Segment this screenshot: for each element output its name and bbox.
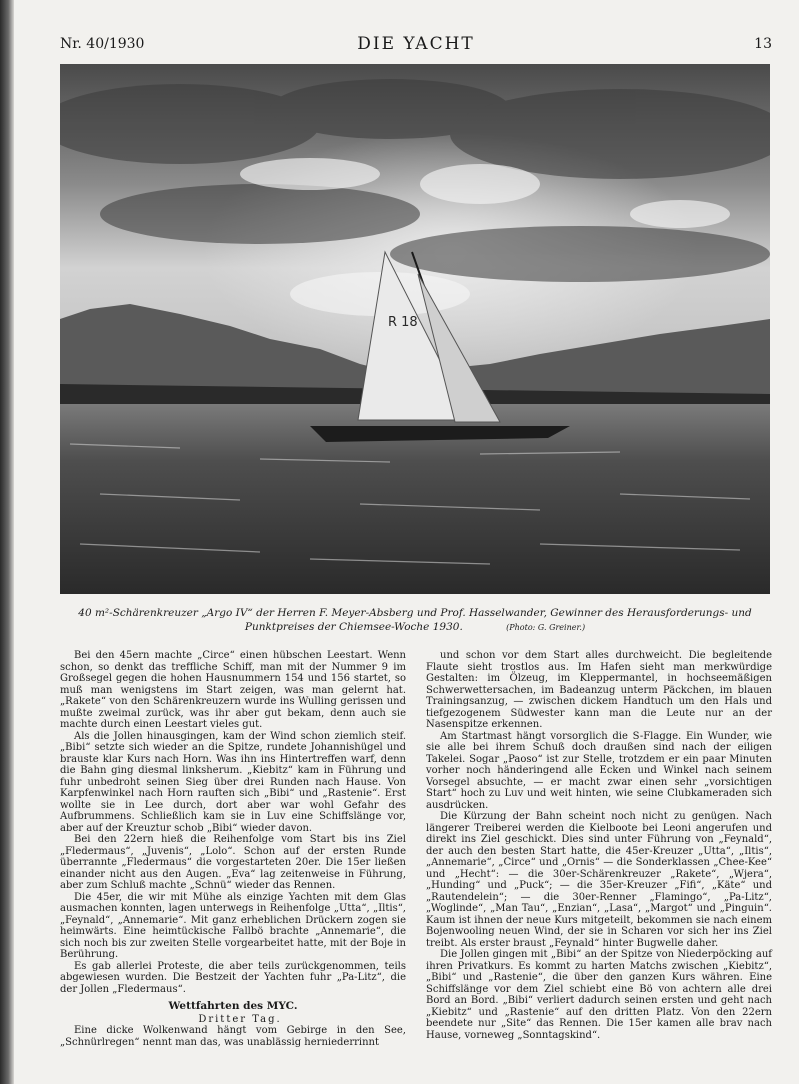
paragraph: Am Startmast hängt vorsorglich die S-Flagge. Ein Wunder, wie sie alle bei ihrem Schuß doch draußen sind nach der eiligen Takelei. Sogar „Paoso“ ist zur Stelle, trotzdem er ein paar Minuten vorher noch händeringend alle Ecken und Winkel nach seinem Vorsegel absuchte, — er macht zwar einen sehr „vorsichtigen Start“ hoch zu Luv und weit hinten, wie seine Clubkameraden sich ausdrücken. <box>426 730 772 811</box>
paragraph: Die Jollen gingen mit „Bibi“ an der Spitze von Niederpöcking auf ihren Privatkurs. Es kommt zu harten Matchs zwischen „Kiebitz“, „Bibi“ und „Rastenie“, die über den ganzen Kurs währen. Eine Schiffslänge vor dem Ziel schiebt eine Bö von achtern alle drei Bord an Bord. „Bibi“ verliert dadurch seinen ersten und geht nach „Kiebitz“ und „Rastenie“ auf den dritten Platz. Von den 22ern beendete nur „Site“ das Rennen. Die 15er kamen alle brav nach Hause, vorneweg „Sonntagskind“. <box>426 949 772 1041</box>
page-number: 13 <box>754 36 772 52</box>
section-heading: Wettfahrten des MYC. <box>168 1000 298 1012</box>
page-header <box>60 34 772 58</box>
right-column <box>426 650 772 1041</box>
paragraph: Die 45er, die wir mit Mühe als einzige Yachten mit dem Glas ausmachen konnten, lagen unterwegs in Reihenfolge „Utta“, „Iltis“, „Feynald“, „Annemarie“. Mit ganz erheblichen Drückern zogen sie heimwärts. Eine heimtückische Fallbö brachte „Annemarie“, die sich noch bis zur zweiten Stelle vorgearbeitet hatte, mit der Boje in Berührung. <box>60 891 406 960</box>
paragraph: Es gab allerlei Proteste, die aber teils zurückgenommen, teils abgewiesen wurden. Die Bestzeit der Yachten fuhr „Pa-Litz“, die der Jollen „Fledermaus“. <box>60 960 406 995</box>
photo-caption <box>60 606 770 635</box>
paragraph: Bei den 45ern machte „Circe“ einen hübschen Leestart. Wenn schon, so denkt das treffliche Schiff, man mit der Nummer 9 im Großsegel gegen die hohen Hausnummern 154 und 156 startet, so muß man wenigstens im Start zeigen, was man gelernt hat. „Rakete“ von den Schärenkreuzern wurde ins Wulling gerissen und mußte zweimal zurück, was ihr aber gut bekam, denn auch sie machte durch einen Leestart vieles gut. <box>60 650 406 730</box>
paragraph: Eine dicke Wolkenwand hängt vom Gebirge in den See, „Schnürlregen“ nennt man das, was unablässig herniederrinnt <box>60 1025 406 1048</box>
paragraph: und schon vor dem Start alles durchweicht. Die begleitende Flaute sieht trostlos aus. Im Hafen sieht man merkwürdige Gestalten: im Ölzeug, im Kleppermantel, in hochseemäßigen Schwerwettersachen, im Badeanzug unterm Päckchen, im blauen Trainingsanzug, — zwischen dickem Handtuch um den Hals und tiefgezogenem Südwester kann man die Leute nur an der Nasenspitze erkennen. <box>426 650 772 730</box>
paragraph: Bei den 22ern hieß die Reihenfolge vom Start bis ins Ziel „Fledermaus“, „Juvenis“, „Lolo“. Schon auf der ersten Runde überrannte „Fledermaus“ die vorgestarteten 20er. Die 15er ließen einander nicht aus den Augen. „Eva“ lag zeitenweise in Führung, aber zum Schluß machte „Schnü“ wieder das Rennen. <box>60 834 406 891</box>
sail-mark: R 18 <box>388 315 418 330</box>
paragraph: Die Kürzung der Bahn scheint noch nicht zu genügen. Nach längerer Treiberei werden die Kielboote bei Leoni angerufen und direkt ins Ziel geschickt. Dies sind unter Führung von „Feynald“, der auch den besten Start hatte, die 45er-Kreuzer „Utta“, „Iltis“, „Annemarie“, „Circe“ und „Ornis“ — die Sonderklassen „Chee-Kee“ und „Hecht“: — die 30er-Schärenkreuzer „Rakete“, „Wjera“, „Hunding“ und „Puck“; — die 35er-Kreuzer „Fifi“, „Käte“ und „Rautendelein“; — die 30er-Renner „Flamingo“, „Pa-Litz“, „Woglinde“, „Man Tau“, „Enzian“, „Lasa“, „Margot“ und „Pinguin“. Kaum ist ihnen der neue Kurs mitgeteilt, bekommen sie nach einem Bojenwooling neuen Wind, der sie in Scharen vor sich her ins Ziel treibt. Als erster braust „Feynald“ hinter Bugwelle daher. <box>426 811 772 949</box>
photo-credit: (Photo: G. Greiner.) <box>506 623 586 632</box>
caption-text: 40 m²-Schärenkreuzer „Argo IV“ der Herren F. Meyer-Absberg und Prof. Hasselwander, Gewinner des Herausforderungs- und Punktpreises der Chiemsee-Woche 1930. <box>78 607 752 633</box>
issue-number: Nr. 40/1930 <box>60 36 145 52</box>
section-subheading: Dritter Tag. <box>198 1013 282 1025</box>
left-column <box>60 650 406 1048</box>
sailboat-photo <box>60 64 770 594</box>
magazine-title: DIE YACHT <box>357 34 475 54</box>
page-binding-edge <box>0 0 14 1084</box>
paragraph: Als die Jollen hinausgingen, kam der Wind schon ziemlich steif. „Bibi“ setzte sich wieder an die Spitze, rundete Johannishügel und brauste klar Kurs nach Horn. Was ihn ins Hintertreffen warf, denn die Bahn ging diesmal linksherum. „Kiebitz“ kam in Führung und fuhr unbedroht seinen Sieg über drei Runden nach Hause. Von Karpfenwinkel nach Horn rauften sich „Bibi“ und „Rastenie“. Erst wollte sie in Lee durch, dort aber war wohl Gefahr des Aufbrummens. Schließlich kam sie in Luv eine Schiffslänge vor, aber auf der Kreuztur schob „Bibi“ wieder davon. <box>60 730 406 834</box>
